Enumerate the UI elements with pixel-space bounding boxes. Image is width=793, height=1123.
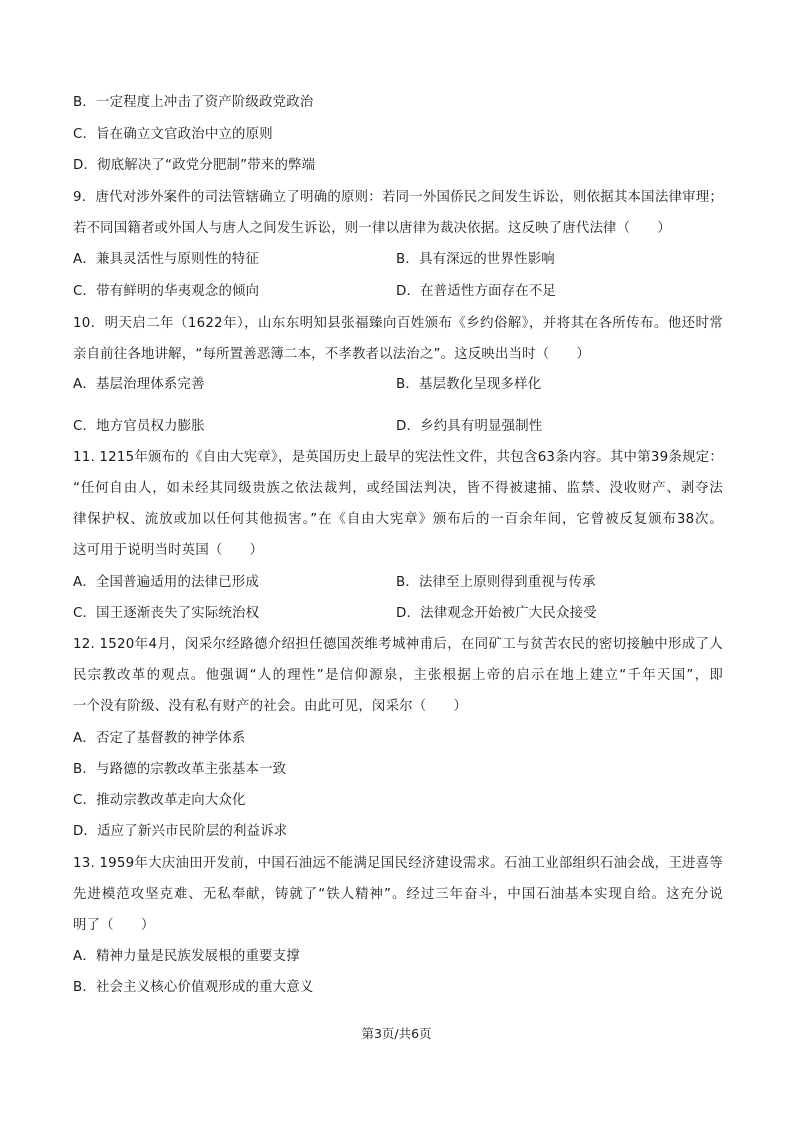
q11-option-a: A．全国普遍适用的法律已形成 [73,575,260,590]
q9-stem-line-1: 9．唐代对涉外案件的司法管辖确立了明确的原则：若同一外国侨民之间发生诉讼，则依据其本国法律审理； [73,190,723,205]
q12-option-d: D．适应了新兴市民阶层的利益诉求 [73,824,288,839]
q11-stem-line-1: 11. 1215年颁布的《自由大宪章》，是英国历史上最早的宪法性文件，共包含63条内容。其中第39条规定： [73,450,723,465]
q11-option-c: C．国王逐渐丧失了实际统治权 [73,606,260,621]
q13-option-b: B．社会主义核心价值观形成的重大意义 [73,980,314,995]
q9-option-d: D．在普适性方面存在不足 [396,284,557,299]
q11-option-b: B．法律至上原则得到重视与传承 [396,575,596,590]
q11-stem-line-4: 这可用于说明当时英国（ ） [73,543,264,558]
q8-option-d: D．彻底解决了“政党分肥制”带来的弊端 [73,158,316,173]
q10-stem-line-1: 10．明天启二年（1622年），山东东明知县张福臻向百姓颁布《乡约俗解》，并将其在各所传布。他还时常 [73,316,723,331]
q9-stem-line-2: 若不同国籍者或外国人与唐人之间发生诉讼，则一律以唐律为裁决依据。这反映了唐代法律（ ） [73,221,671,236]
q13-stem-line-3: 明了（ ） [73,918,155,933]
q8-option-c: C．旨在确立文官政治中立的原则 [73,127,273,142]
q12-stem-line-1: 12. 1520年4月，闵采尔经路德介绍担任德国茨维考城神甫后，在同矿工与贫苦农民的密切接触中形成了人 [73,637,723,652]
q11-stem-line-2: “任何自由人，如未经其同级贵族之依法裁判，或经国法判决，皆不得被逮捕、监禁、没收财产、剥夺法 [73,481,723,496]
q9-option-b: B．具有深远的世界性影响 [396,252,555,267]
q13-option-a: A．精神力量是民族发展根的重要支撑 [73,949,300,964]
q11-stem-line-3: 律保护权、流放或加以任何其他损害。”在《自由大宪章》颁布后的一百余年间，它曾被反复颁布38次。 [73,512,723,527]
q9-option-c: C．带有鲜明的华夷观念的倾向 [73,284,260,299]
q10-option-b: B．基层教化呈现多样化 [396,377,542,392]
q12-stem-line-2: 民宗教改革的观点。他强调“人的理性”是信仰源泉，主张根据上帝的启示在地上建立“千年天国”，即 [73,668,723,683]
q13-stem-line-1: 13. 1959年大庆油田开发前，中国石油远不能满足国民经济建设需求。石油工业部组织石油会战，王进喜等 [73,856,723,871]
q11-option-d: D．法律观念开始被广大民众接受 [396,606,597,621]
q10-option-d: D．乡约具有明显强制性 [396,419,543,434]
q12-option-c: C．推动宗教改革走向大众化 [73,793,246,808]
q10-option-c: C．地方官员权力膨胀 [73,419,205,434]
q12-option-b: B．与路德的宗教改革主张基本一致 [73,762,287,777]
q10-stem-line-2: 亲自前往各地讲解，“每所置善恶簿二本，不孝教者以法治之”。这反映出当时（ ） [73,347,591,362]
q12-option-a: A．否定了基督教的神学体系 [73,731,246,746]
q10-option-a: A．基层治理体系完善 [73,377,205,392]
q8-option-b: B．一定程度上冲击了资产阶级政党政治 [73,95,314,110]
q9-option-a: A．兼具灵活性与原则性的特征 [73,252,260,267]
q12-stem-line-3: 一个没有阶级、没有私有财产的社会。由此可见，闵采尔（ ） [73,699,468,714]
page-number-footer: 第3页/共6页 [361,1026,432,1041]
q13-stem-line-2: 先进模范攻坚克难、无私奉献，铸就了“铁人精神”。经过三年奋斗，中国石油基本实现自给。这充分说 [73,887,723,902]
